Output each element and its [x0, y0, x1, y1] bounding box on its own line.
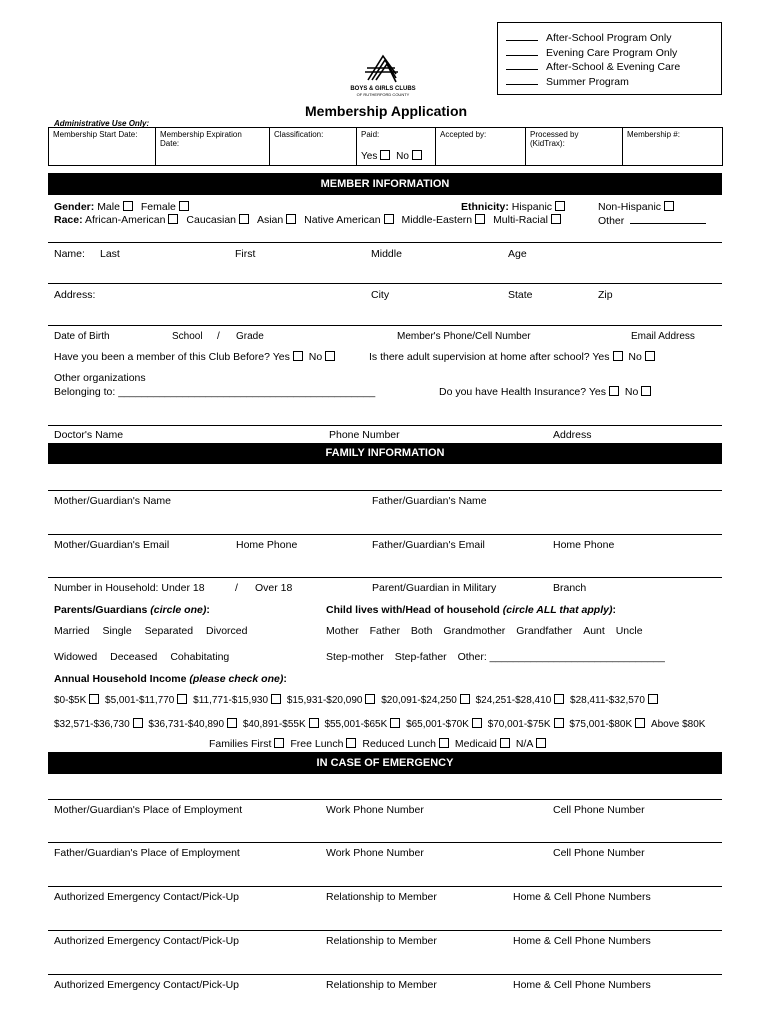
separated-option[interactable]: Separated — [144, 625, 194, 637]
income-checkbox[interactable] — [89, 694, 99, 704]
income-option-label: $0-$5K — [54, 695, 87, 706]
program-selection-box — [497, 22, 722, 95]
lives-with-heading — [326, 604, 616, 616]
stepmother-option[interactable]: Step-mother — [326, 651, 384, 663]
race-row — [54, 214, 561, 226]
african-american-checkbox[interactable] — [168, 214, 178, 224]
male-label: Male — [97, 201, 120, 213]
contact-phones-3-label[interactable]: Home & Cell Phone Numbers — [513, 979, 651, 991]
parents-guardians-heading — [54, 604, 210, 616]
membership-expiration-cell[interactable] — [156, 128, 270, 166]
boys-girls-clubs-logo — [346, 50, 420, 96]
state-label[interactable]: State — [508, 289, 533, 301]
married-option[interactable]: Married — [54, 625, 90, 637]
city-label[interactable]: City — [371, 289, 390, 301]
assistance-row — [209, 738, 546, 750]
father-email-label[interactable]: Father/Guardian's Email — [372, 539, 485, 551]
paid-no-checkbox[interactable] — [412, 150, 422, 160]
classification-label: Classification: — [274, 130, 324, 139]
mother-email-label[interactable]: Mother/Guardian's Email — [54, 539, 170, 551]
income-checkbox[interactable] — [390, 718, 400, 728]
check-one-note: (please check one) — [189, 673, 284, 685]
relationship-1-label[interactable]: Relationship to Member — [326, 891, 437, 903]
circle-all-note: (circle ALL that apply) — [502, 604, 613, 616]
emergency-header: IN CASE OF EMERGENCY — [48, 752, 722, 774]
doctor-phone-label[interactable]: Phone Number — [329, 429, 400, 441]
member-before-question — [54, 351, 335, 363]
divider — [48, 283, 722, 284]
na-label: N/A — [515, 738, 534, 750]
father-home-phone-label[interactable]: Home Phone — [553, 539, 615, 551]
email-label[interactable]: Email Address — [631, 331, 695, 342]
household-separator: / — [235, 582, 238, 594]
member-before-no-checkbox[interactable] — [325, 351, 335, 361]
admin-label: Administrative Use Only: — [54, 119, 150, 128]
divider — [48, 799, 722, 800]
relationship-3-label[interactable]: Relationship to Member — [326, 979, 437, 991]
supervision-text: Is there adult supervision at home after school? — [369, 351, 590, 363]
military-label[interactable]: Parent/Guardian in Military — [372, 582, 497, 594]
both-option[interactable]: Both — [410, 625, 433, 637]
program-label: Evening Care Program Only — [546, 46, 678, 59]
male-checkbox[interactable] — [123, 201, 133, 211]
race-label: Race: — [54, 214, 83, 226]
mother-home-phone-label[interactable]: Home Phone — [236, 539, 298, 551]
branch-label[interactable]: Branch — [553, 582, 587, 594]
colon: : — [206, 604, 210, 616]
insurance-yes-label: Yes — [588, 386, 606, 398]
income-option-label: $32,571-$36,730 — [54, 719, 130, 730]
belonging-field[interactable]: Belonging to: ____________________________________________ — [54, 386, 376, 398]
single-option[interactable]: Single — [102, 625, 132, 637]
mother-option[interactable]: Mother — [326, 625, 359, 637]
widowed-option[interactable]: Widowed — [54, 651, 98, 663]
father-option[interactable]: Father — [369, 625, 400, 637]
page-title: Membership Application — [305, 103, 468, 119]
supervision-no-checkbox[interactable] — [645, 351, 655, 361]
race-other-field[interactable] — [630, 214, 706, 224]
income-checkbox[interactable] — [554, 694, 564, 704]
dob-label[interactable]: Date of Birth — [54, 331, 110, 342]
supervision-yes-label: Yes — [592, 351, 610, 363]
lives-with-row-1 — [326, 625, 643, 637]
divider — [48, 842, 722, 843]
medicaid-checkbox[interactable] — [500, 738, 510, 748]
income-option-label: $11,771-$15,930 — [193, 695, 269, 706]
income-checkbox[interactable] — [365, 694, 375, 704]
paid-yes-checkbox[interactable] — [380, 150, 390, 160]
deceased-option[interactable]: Deceased — [110, 651, 158, 663]
marital-row-1 — [54, 625, 247, 637]
processed-label: Processed by (KidTrax): — [530, 130, 579, 148]
middle-eastern-label: Middle-Eastern — [401, 214, 473, 226]
member-phone-label[interactable]: Member's Phone/Cell Number — [397, 331, 531, 342]
income-option-label: $75,001-$80K — [569, 719, 633, 730]
income-option-label: $70,001-$75K — [487, 719, 551, 730]
asian-checkbox[interactable] — [286, 214, 296, 224]
paid-no-label: No — [396, 151, 409, 162]
insurance-text: Do you have Health Insurance? — [439, 386, 587, 398]
income-option-label: $40,891-$55K — [242, 719, 306, 730]
income-checkbox[interactable] — [309, 718, 319, 728]
program-option[interactable] — [506, 46, 721, 61]
middle-name-label[interactable]: Middle — [371, 248, 402, 260]
native-american-checkbox[interactable] — [384, 214, 394, 224]
income-checkbox[interactable] — [271, 694, 281, 704]
race-other-option — [598, 214, 706, 227]
medicaid-label: Medicaid — [454, 738, 497, 750]
income-checkbox[interactable] — [472, 718, 482, 728]
relationship-2-label[interactable]: Relationship to Member — [326, 935, 437, 947]
parents-label: Parents/Guardians — [54, 604, 148, 616]
income-checkbox[interactable] — [635, 718, 645, 728]
divider — [48, 886, 722, 887]
doctor-name-label[interactable]: Doctor's Name — [54, 429, 124, 441]
divider — [48, 425, 722, 426]
zip-label[interactable]: Zip — [598, 289, 613, 301]
multi-racial-label: Multi-Racial — [493, 214, 548, 226]
income-checkbox[interactable] — [177, 694, 187, 704]
income-option-label: $55,001-$65K — [324, 719, 388, 730]
divider — [48, 534, 722, 535]
classification-cell[interactable] — [270, 128, 357, 166]
mother-name-label[interactable]: Mother/Guardian's Name — [54, 495, 171, 507]
free-lunch-label: Free Lunch — [290, 738, 344, 750]
supervision-question — [369, 351, 655, 363]
hispanic-checkbox[interactable] — [555, 201, 565, 211]
reduced-lunch-checkbox[interactable] — [439, 738, 449, 748]
asian-label: Asian — [256, 214, 284, 226]
divider — [48, 974, 722, 975]
divider — [48, 242, 722, 243]
income-option-label: $28,411-$32,570 — [570, 695, 645, 706]
income-row-1 — [54, 694, 658, 706]
income-option-label: $5,001-$11,770 — [105, 695, 175, 706]
income-option-label: $36,731-$40,890 — [148, 719, 225, 730]
start-label: Membership Start Date: — [53, 130, 138, 139]
aunt-option[interactable]: Aunt — [583, 625, 605, 637]
member-information-header: MEMBER INFORMATION — [48, 173, 722, 195]
hispanic-label: Hispanic — [511, 201, 553, 213]
program-label: After-School Program Only — [546, 32, 672, 44]
colon: : — [612, 604, 616, 616]
paid-yes-label: Yes — [361, 151, 378, 162]
race-other-label: Other — [598, 215, 625, 227]
household-over18-label[interactable]: Over 18 — [255, 582, 293, 594]
divider — [48, 577, 722, 578]
member-before-yes-label: Yes — [272, 351, 290, 363]
income-option-label: $65,001-$70K — [406, 719, 469, 730]
middle-eastern-checkbox[interactable] — [475, 214, 485, 224]
divider — [48, 325, 722, 326]
other-orgs-label: Other organizations — [54, 372, 146, 384]
free-lunch-checkbox[interactable] — [346, 738, 356, 748]
divorced-option[interactable]: Divorced — [206, 625, 248, 637]
contact-phones-1-label[interactable]: Home & Cell Phone Numbers — [513, 891, 651, 903]
membership-number-label: Membership #: — [627, 130, 680, 139]
income-checkbox[interactable] — [133, 718, 143, 728]
caucasian-label: Caucasian — [186, 214, 237, 226]
families-first-label: Families First — [209, 738, 272, 750]
school-label[interactable]: School — [172, 331, 203, 342]
father-work-phone-label[interactable]: Work Phone Number — [326, 847, 424, 859]
income-option-label: $20,091-$24,250 — [381, 695, 457, 706]
caucasian-checkbox[interactable] — [239, 214, 249, 224]
income-checkbox[interactable] — [460, 694, 470, 704]
address-label[interactable]: Address: — [54, 289, 96, 301]
accepted-label: Accepted by: — [440, 130, 487, 139]
income-row-2 — [54, 718, 705, 730]
stepfather-option[interactable]: Step-father — [394, 651, 447, 663]
income-checkbox[interactable] — [554, 718, 564, 728]
age-label[interactable]: Age — [508, 248, 527, 260]
program-option[interactable] — [506, 60, 721, 75]
program-option[interactable] — [506, 31, 721, 46]
mother-work-phone-label[interactable]: Work Phone Number — [326, 804, 424, 816]
grandfather-option[interactable]: Grandfather — [516, 625, 573, 637]
first-name-label[interactable]: First — [235, 248, 256, 260]
income-option-label: Above $80K — [650, 719, 706, 730]
income-checkbox[interactable] — [648, 694, 658, 704]
lives-with-other-field[interactable]: Other: ______________________________ — [457, 651, 665, 663]
families-first-checkbox[interactable] — [274, 738, 284, 748]
paid-cell — [357, 128, 436, 166]
father-employment-label[interactable]: Father/Guardian's Place of Employment — [54, 847, 240, 859]
mother-cell-phone-label[interactable]: Cell Phone Number — [553, 804, 645, 816]
circle-one-note: (circle one) — [150, 604, 207, 616]
insurance-no-checkbox[interactable] — [641, 386, 651, 396]
colon: : — [283, 673, 287, 685]
na-checkbox[interactable] — [536, 738, 546, 748]
income-heading — [54, 673, 287, 685]
doctor-address-label[interactable]: Address — [553, 429, 592, 441]
logo-subtext: OF RUTHERFORD COUNTY — [356, 92, 410, 97]
emergency-contact-1-label[interactable]: Authorized Emergency Contact/Pick-Up — [54, 891, 239, 903]
uncle-option[interactable]: Uncle — [615, 625, 643, 637]
accepted-by-cell[interactable] — [436, 128, 526, 166]
insurance-no-label: No — [624, 386, 639, 398]
contact-phones-2-label[interactable]: Home & Cell Phone Numbers — [513, 935, 651, 947]
grandmother-option[interactable]: Grandmother — [443, 625, 506, 637]
marital-row-2 — [54, 651, 229, 663]
reduced-lunch-label: Reduced Lunch — [362, 738, 436, 750]
income-checkbox[interactable] — [227, 718, 237, 728]
female-label: Female — [140, 201, 176, 213]
lives-with-row-2 — [326, 651, 665, 663]
non-hispanic-checkbox[interactable] — [664, 201, 674, 211]
name-label: Name: — [54, 248, 85, 260]
cohabitating-option[interactable]: Cohabitating — [170, 651, 230, 663]
insurance-question — [439, 386, 651, 398]
grade-label[interactable]: Grade — [236, 331, 264, 342]
last-name-label[interactable]: Last — [100, 248, 120, 260]
african-american-label: African-American — [84, 214, 166, 226]
supervision-yes-checkbox[interactable] — [613, 351, 623, 361]
school-grade-separator: / — [217, 331, 220, 342]
income-option-label: $15,931-$20,090 — [286, 695, 363, 706]
member-before-no-label: No — [308, 351, 323, 363]
income-label: Annual Household Income — [54, 673, 187, 685]
multi-racial-checkbox[interactable] — [551, 214, 561, 224]
household-under18-label[interactable]: Number in Household: Under 18 — [54, 582, 205, 594]
admin-table — [48, 127, 723, 166]
ethnicity-label: Ethnicity: — [461, 201, 509, 213]
family-information-header: FAMILY INFORMATION — [48, 443, 722, 464]
supervision-no-label: No — [628, 351, 642, 363]
program-label: Summer Program — [546, 75, 629, 88]
member-before-yes-checkbox[interactable] — [293, 351, 303, 361]
expiration-label: Membership Expiration Date: — [160, 130, 242, 148]
program-option[interactable] — [506, 75, 721, 90]
female-checkbox[interactable] — [179, 201, 189, 211]
paid-label: Paid: — [361, 130, 380, 139]
non-hispanic-label: Non-Hispanic — [598, 201, 662, 213]
ethnicity-row — [461, 201, 565, 213]
emergency-contact-3-label[interactable]: Authorized Emergency Contact/Pick-Up — [54, 979, 239, 991]
father-cell-phone-label[interactable]: Cell Phone Number — [553, 847, 645, 859]
membership-number-cell[interactable] — [623, 128, 723, 166]
membership-start-cell[interactable] — [49, 128, 156, 166]
gender-row — [54, 201, 189, 213]
gender-label: Gender: — [54, 201, 95, 213]
divider — [48, 930, 722, 931]
insurance-yes-checkbox[interactable] — [609, 386, 619, 396]
divider — [48, 490, 722, 491]
member-before-text: Have you been a member of this Club Before? — [54, 351, 270, 363]
emergency-contact-2-label[interactable]: Authorized Emergency Contact/Pick-Up — [54, 935, 239, 947]
clubs-emblem-icon — [346, 50, 420, 84]
income-option-label: $24,251-$28,410 — [475, 695, 552, 706]
logo-text: BOYS & GIRLS CLUBS — [350, 86, 416, 92]
native-american-label: Native American — [304, 214, 381, 226]
lives-with-label: Child lives with/Head of household — [326, 604, 500, 616]
non-hispanic-option — [598, 201, 674, 213]
program-label: After-School & Evening Care — [546, 61, 681, 73]
processed-by-cell[interactable] — [526, 128, 623, 166]
father-name-label[interactable]: Father/Guardian's Name — [372, 495, 487, 507]
mother-employment-label[interactable]: Mother/Guardian's Place of Employment — [54, 804, 243, 816]
